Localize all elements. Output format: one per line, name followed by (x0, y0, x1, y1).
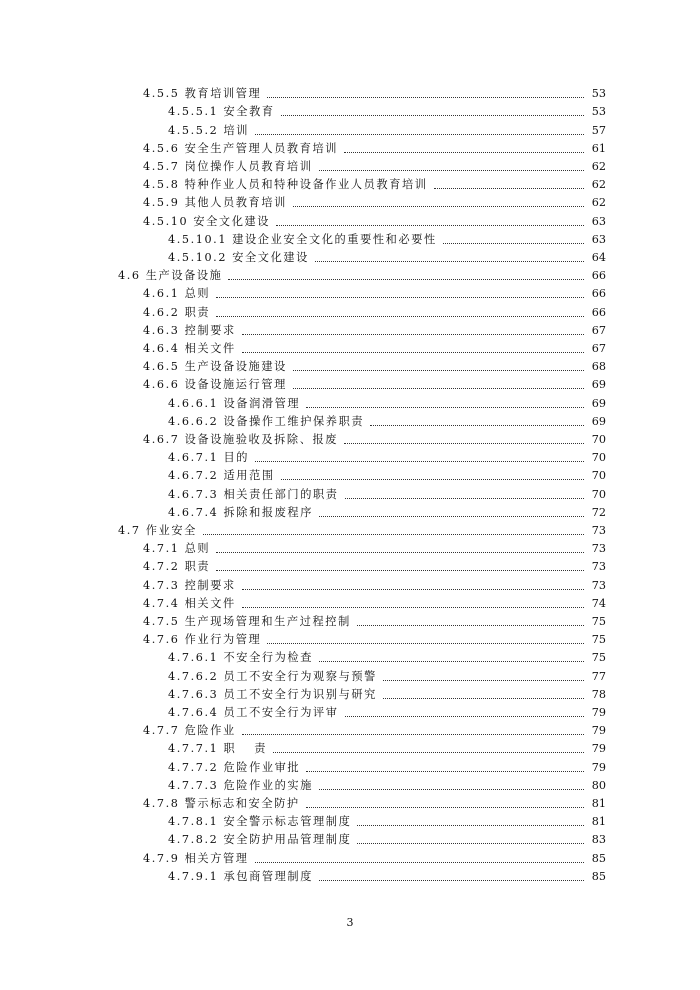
toc-entry-title: 4.7.8.1 安全警示标志管理制度 (168, 815, 352, 829)
toc-entry-page: 75 (591, 633, 606, 647)
toc-dot-leader (315, 261, 584, 262)
toc-entry[interactable] (0, 829, 700, 847)
toc-entry-page: 53 (591, 105, 606, 119)
toc-entry-page: 61 (591, 141, 606, 155)
toc-dot-leader (345, 498, 584, 499)
toc-dot-leader (383, 698, 584, 699)
toc-entry-title: 4.7.6.3 员工不安全行为识别与研究 (168, 687, 377, 701)
toc-entry[interactable] (0, 684, 700, 702)
toc-entry-title: 4.6.7 设备设施验收及拆除、报废 (143, 432, 339, 446)
toc-entry[interactable] (0, 83, 700, 101)
toc-entry-title: 4.7.5 生产现场管理和生产过程控制 (143, 614, 351, 628)
toc-entry-title: 4.6.7.1 目的 (168, 451, 250, 465)
toc-entry[interactable] (0, 756, 700, 774)
toc-entry[interactable] (0, 229, 700, 247)
toc-entry[interactable] (0, 611, 700, 629)
toc-entry-page: 80 (591, 778, 606, 792)
toc-entry-page: 83 (591, 833, 606, 847)
toc-dot-leader (306, 771, 584, 772)
toc-entry-page: 72 (591, 505, 606, 519)
toc-dot-leader (276, 225, 584, 226)
toc-entry-title: 4.7.6.4 员工不安全行为评审 (168, 705, 339, 719)
toc-entry-page: 62 (591, 196, 606, 210)
toc-dot-leader (242, 607, 584, 608)
toc-entry-title: 4.7.9 相关方管理 (143, 851, 249, 865)
toc-entry-title: 4.5.6 安全生产管理人员教育培训 (143, 141, 339, 155)
toc-entry-title: 4.6.7.3 相关责任部门的职责 (168, 487, 339, 501)
toc-entry-page: 79 (591, 705, 606, 719)
toc-entry-title: 4.6.1 总则 (143, 287, 211, 301)
toc-entry-page: 81 (591, 815, 606, 829)
toc-entry-page: 70 (591, 469, 606, 483)
toc-entry-page: 66 (591, 269, 606, 283)
toc-entry[interactable] (0, 847, 700, 865)
toc-entry-page: 64 (591, 250, 606, 264)
toc-dot-leader (242, 589, 584, 590)
toc-entry[interactable] (0, 465, 700, 483)
toc-entry[interactable] (0, 174, 700, 192)
toc-dot-leader (242, 734, 584, 735)
toc-entry-page: 73 (591, 542, 606, 556)
toc-dot-leader (344, 152, 584, 153)
toc-entry-page: 67 (591, 323, 606, 337)
toc-entry-title: 4.5.9 其他人员教育培训 (143, 196, 287, 210)
toc-entry[interactable] (0, 338, 700, 356)
toc-entry-title: 4.7.6.2 员工不安全行为观察与预警 (168, 669, 377, 683)
toc-entry-page: 78 (591, 687, 606, 701)
toc-entry[interactable] (0, 483, 700, 501)
toc-entry-title: 4.6.6.1 设备润滑管理 (168, 396, 301, 410)
toc-entry[interactable] (0, 210, 700, 228)
toc-dot-leader (434, 188, 584, 189)
toc-entry[interactable] (0, 101, 700, 119)
toc-entry-title: 4.5.5.1 安全教育 (168, 105, 275, 119)
toc-dot-leader (293, 388, 584, 389)
toc-entry-title: 4.7.2 职责 (143, 560, 211, 574)
toc-dot-leader (216, 316, 584, 317)
toc-dot-leader (319, 789, 584, 790)
page-number: 3 (346, 916, 354, 929)
toc-entry[interactable] (0, 520, 700, 538)
toc-entry-title: 4.6.5 生产设备设施建设 (143, 360, 287, 374)
toc-entry-title: 4.7.7.1 职 责 (168, 742, 268, 756)
toc-entry-page: 62 (591, 178, 606, 192)
toc-entry-page: 70 (591, 487, 606, 501)
toc-entry-title: 4.7.8.2 安全防护用品管理制度 (168, 833, 352, 847)
toc-entry-page: 85 (591, 851, 606, 865)
toc-entry-page: 85 (591, 869, 606, 883)
toc-dot-leader (216, 570, 584, 571)
toc-entry[interactable] (0, 429, 700, 447)
toc-dot-leader (293, 206, 584, 207)
toc-entry-page: 69 (591, 378, 606, 392)
toc-entry-title: 4.6 生产设备设施 (118, 269, 223, 283)
toc-entry[interactable] (0, 192, 700, 210)
toc-entry-page: 70 (591, 451, 606, 465)
toc-dot-leader (344, 443, 584, 444)
toc-entry[interactable] (0, 556, 700, 574)
toc-entry-page: 57 (591, 123, 606, 137)
toc-entry-title: 4.5.5.2 培训 (168, 123, 250, 137)
toc-entry[interactable] (0, 738, 700, 756)
toc-dot-leader (306, 807, 584, 808)
toc-entry-title: 4.7.6 作业行为管理 (143, 633, 262, 647)
toc-entry[interactable] (0, 866, 700, 884)
toc-entry-page: 62 (591, 159, 606, 173)
toc-entry-page: 75 (591, 614, 606, 628)
toc-entry[interactable] (0, 720, 700, 738)
toc-entry-title: 4.7.7.2 危险作业审批 (168, 760, 301, 774)
toc-entry-title: 4.5.7 岗位操作人员教育培训 (143, 159, 313, 173)
toc-entry-title: 4.6.6.2 设备操作工维护保养职责 (168, 414, 365, 428)
toc-entry[interactable] (0, 320, 700, 338)
toc-entry-title: 4.7.7.3 危险作业的实施 (168, 778, 314, 792)
toc-dot-leader (255, 134, 584, 135)
toc-dot-leader (242, 334, 584, 335)
toc-dot-leader (267, 643, 584, 644)
toc-dot-leader (281, 115, 584, 116)
toc-entry[interactable] (0, 265, 700, 283)
toc-dot-leader (242, 352, 584, 353)
toc-entry-title: 4.7.6.1 不安全行为检查 (168, 651, 314, 665)
toc-entry-page: 74 (591, 596, 606, 610)
toc-entry-title: 4.5.8 特种作业人员和特种设备作业人员教育培训 (143, 178, 428, 192)
toc-dot-leader (383, 680, 584, 681)
toc-entry-title: 4.6.6 设备设施运行管理 (143, 378, 287, 392)
toc-entry-page: 77 (591, 669, 606, 683)
toc-entry-title: 4.5.10 安全文化建设 (143, 214, 271, 228)
toc-entry-page: 81 (591, 796, 606, 810)
toc-dot-leader (357, 625, 584, 626)
toc-entry-page: 53 (591, 87, 606, 101)
toc-dot-leader (357, 843, 584, 844)
toc-dot-leader (319, 880, 584, 881)
toc-entry[interactable] (0, 356, 700, 374)
toc-entry[interactable] (0, 647, 700, 665)
toc-entry[interactable] (0, 793, 700, 811)
toc-dot-leader (203, 534, 584, 535)
toc-dot-leader (216, 297, 584, 298)
toc-dot-leader (319, 516, 584, 517)
toc-entry-title: 4.5.5 教育培训管理 (143, 87, 262, 101)
toc-dot-leader (255, 862, 584, 863)
toc-dot-leader (281, 479, 584, 480)
toc-entry-title: 4.7.1 总则 (143, 542, 211, 556)
toc-entry[interactable] (0, 283, 700, 301)
toc-dot-leader (443, 243, 584, 244)
toc-entry-title: 4.5.10.1 建设企业安全文化的重要性和必要性 (168, 232, 437, 246)
toc-entry-page: 79 (591, 760, 606, 774)
toc-entry[interactable] (0, 538, 700, 556)
toc-entry[interactable] (0, 156, 700, 174)
toc-entry-page: 79 (591, 724, 606, 738)
toc-entry-page: 69 (591, 414, 606, 428)
toc-entry-page: 68 (591, 360, 606, 374)
toc-entry-title: 4.6.4 相关文件 (143, 341, 236, 355)
toc-entry-page: 73 (591, 578, 606, 592)
toc-entry-title: 4.7.7 危险作业 (143, 724, 236, 738)
toc-dot-leader (255, 461, 584, 462)
toc-dot-leader (319, 170, 585, 171)
toc-entry-title: 4.7.3 控制要求 (143, 578, 236, 592)
toc-dot-leader (319, 661, 584, 662)
toc-entry[interactable] (0, 411, 700, 429)
toc-dot-leader (228, 279, 584, 280)
toc-entry[interactable] (0, 392, 700, 410)
toc-entry-title: 4.5.10.2 安全文化建设 (168, 250, 309, 264)
toc-entry-title: 4.6.2 职责 (143, 305, 211, 319)
toc-entry-title: 4.6.3 控制要求 (143, 323, 236, 337)
toc-entry-title: 4.7.8 警示标志和安全防护 (143, 796, 300, 810)
toc-entry-page: 67 (591, 341, 606, 355)
toc-dot-leader (216, 552, 584, 553)
toc-entry-title: 4.6.7.2 适用范围 (168, 469, 275, 483)
toc-entry-title: 4.7 作业安全 (118, 523, 197, 537)
toc-entry-page: 70 (591, 432, 606, 446)
toc-entry[interactable] (0, 247, 700, 265)
toc-dot-leader (357, 825, 584, 826)
toc-dot-leader (293, 370, 584, 371)
toc-entry-title: 4.7.9.1 承包商管理制度 (168, 869, 314, 883)
toc-entry[interactable] (0, 593, 700, 611)
toc-entry[interactable] (0, 775, 700, 793)
toc-entry[interactable] (0, 447, 700, 465)
toc-dot-leader (370, 425, 584, 426)
toc-entry[interactable] (0, 301, 700, 319)
toc-entry-page: 66 (591, 305, 606, 319)
toc-entry[interactable] (0, 665, 700, 683)
toc-entry-page: 73 (591, 523, 606, 537)
toc-entry[interactable] (0, 502, 700, 520)
toc-entry[interactable] (0, 574, 700, 592)
toc-dot-leader (306, 407, 584, 408)
toc-entry[interactable] (0, 119, 700, 137)
toc-entry[interactable] (0, 702, 700, 720)
toc-entry-title: 4.7.4 相关文件 (143, 596, 236, 610)
toc-entry-page: 79 (591, 742, 606, 756)
toc-entry-page: 69 (591, 396, 606, 410)
toc-dot-leader (345, 716, 584, 717)
toc-entry-page: 63 (591, 232, 606, 246)
toc-entry-page: 75 (591, 651, 606, 665)
toc-entry-page: 63 (591, 214, 606, 228)
toc-entry-title: 4.6.7.4 拆除和报废程序 (168, 505, 314, 519)
toc-entry[interactable] (0, 374, 700, 392)
toc-entry-page: 66 (591, 287, 606, 301)
toc-entry[interactable] (0, 811, 700, 829)
toc-dot-leader (273, 752, 584, 753)
toc-entry[interactable] (0, 629, 700, 647)
toc-entry[interactable] (0, 138, 700, 156)
toc-dot-leader (267, 97, 584, 98)
toc-entry-page: 73 (591, 560, 606, 574)
